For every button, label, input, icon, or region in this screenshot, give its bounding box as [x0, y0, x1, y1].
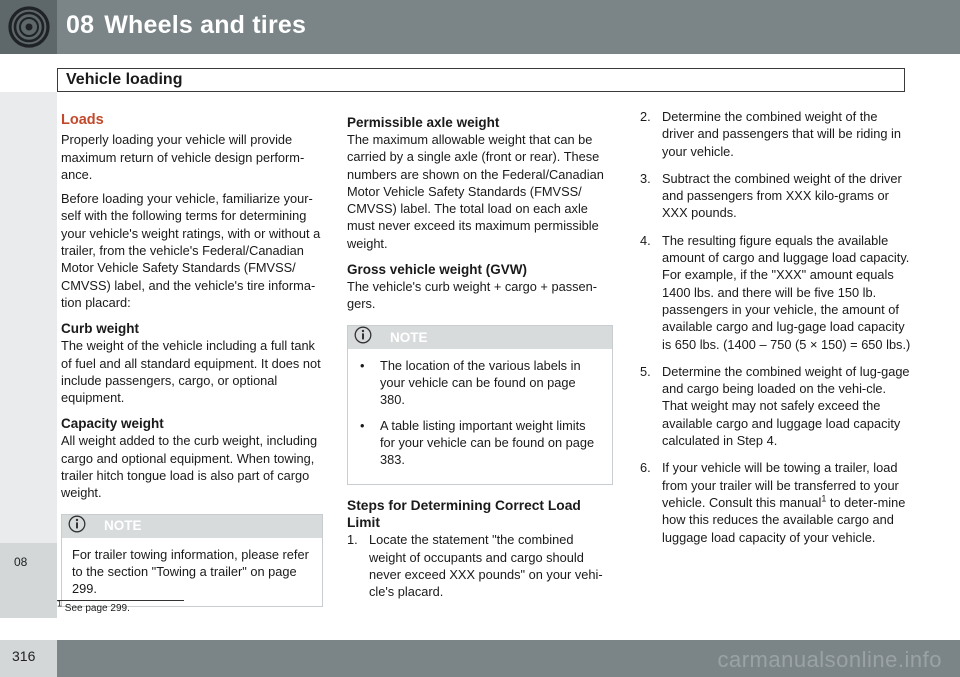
curb-weight-text: The weight of the vehicle including a full tank of fuel and all standard equipment. It does not include passengers, cargo, or optional equipment. [61, 338, 321, 406]
step-text-part: to deter-mine how this reduces the available cargo and luggage load capacity of your vehicle. [662, 494, 906, 545]
step-item [347, 531, 613, 600]
step-number: 3. [640, 170, 651, 186]
steps-list [347, 531, 613, 600]
step-item [640, 108, 913, 160]
section-title: Vehicle loading [57, 68, 905, 92]
step-number: 1. [347, 532, 358, 548]
footnote [57, 598, 130, 614]
gvw-heading: Gross vehicle weight (GVW) [347, 262, 528, 278]
step-item [640, 232, 913, 353]
note-item-text: The location of the various labels in your vehicle can be found on page 380. [380, 357, 581, 408]
chapter-header [0, 0, 960, 54]
step-number: 2. [640, 109, 651, 124]
capacity-weight-heading: Capacity weight [61, 416, 164, 432]
chapter-title [66, 11, 306, 40]
capacity-weight-text: All weight added to the curb weight, including cargo and optional equipment. When towing, trailer hitch tongue load is also part of cargo weight. [61, 433, 318, 501]
note-box [61, 514, 323, 607]
note-box [347, 325, 613, 486]
page-number: 316 [12, 648, 36, 664]
column-2 [347, 108, 613, 611]
step-number: 6. [640, 460, 651, 476]
sidebar [0, 92, 57, 618]
step-text: Determine the combined weight of lug-gage and cargo being loaded on the vehi-cle. That weight may not safely exceed the available cargo and luggage load capacity calculated in Step 4. [662, 363, 910, 449]
steps-list [640, 108, 913, 546]
step-text: Locate the statement "the combined weight of occupants and cargo should never exceed XXX pounds" on your vehi-cle's placard. [369, 532, 603, 600]
chapter-tab: 08 [0, 543, 57, 618]
note-item-text: A table listing important weight limits for your vehicle can be found on page 383. [380, 417, 595, 468]
loads-heading: Loads [61, 112, 104, 128]
step-item [640, 459, 913, 545]
axle-weight-heading: Permissible axle weight [347, 115, 500, 130]
step-text [662, 460, 905, 544]
step-number: 4. [640, 232, 651, 248]
step-item [640, 363, 913, 449]
note-body [348, 349, 612, 485]
note-label: NOTE [390, 329, 428, 345]
note-label: NOTE [104, 518, 142, 534]
steps-heading: Steps for Determining Correct Load Limit [347, 498, 581, 531]
info-icon [354, 326, 372, 348]
footnote-text: See page 299. [62, 603, 130, 614]
watermark: carmanualsonline.info [717, 647, 942, 672]
note-header [62, 515, 322, 538]
gvw-text: The vehicle's curb weight + cargo + passen-gers. [347, 279, 597, 312]
axle-weight-text: The maximum allowable weight that can be carried by a single axle (front or rear). These numbers are shown on the Federal/Canadian Motor Vehicle Safety Standards (FMVSS/ CMVSS) label. The total load on each axle must never exceed its maximum permissible weight. [347, 132, 604, 251]
step-number: 5. [640, 363, 651, 379]
step-text: Determine the combined weight of the driver and passengers that will be riding in your vehicle. [662, 109, 902, 159]
column-3 [640, 108, 913, 556]
step-text: The resulting figure equals the available amount of cargo and luggage load capacity. For example, if the "XXX" amount equals 1400 lbs. and there will be five 150 lb. passengers in your vehicle, the amount of available cargo and lug-gage load capacity is 650 lbs. (1400 – 750 (5 × 150) = 650 lbs.) [662, 232, 911, 352]
footnote-divider [57, 600, 184, 601]
list-item: • A table listing important weight limits for your vehicle can be found on page 383. [360, 417, 595, 468]
step-text-part: If your vehicle will be towing a trailer, load from your trailer will be transferred to your vehicle. Consult this manual [662, 460, 899, 510]
step-item [640, 170, 913, 222]
loads-intro: Properly loading your vehicle will provide maximum return of vehicle design perform-ance. [61, 132, 305, 182]
column-1 [61, 108, 323, 617]
chapter-number: 08 [66, 11, 95, 39]
tire-icon [0, 0, 57, 54]
step-text: Subtract the combined weight of the driver and passengers from XXX kilo-grams or XXX pounds. [662, 170, 902, 221]
note-header [348, 326, 612, 349]
footnote-ref[interactable]: 1 [821, 493, 827, 504]
loads-terms-intro: Before loading your vehicle, familiarize your-self with the following terms for determining your vehicle's weight ratings, with or without a trailer, from the vehicle's Federal/Canadian Motor Vehicle Safety Standards (FMVSS/ CMVSS) label, and the vehicle's tire informa-tion placard: [61, 191, 321, 310]
chapter-name: Wheels and tires [104, 11, 307, 39]
list-item: • The location of the various labels in your vehicle can be found on page 380. [360, 357, 581, 408]
note-body: For trailer towing information, please refer to the section "Towing a trailer" on page 299. [72, 546, 309, 597]
info-icon [68, 515, 86, 537]
footnote-mark: 1 [57, 598, 63, 609]
curb-weight-heading: Curb weight [61, 321, 139, 337]
